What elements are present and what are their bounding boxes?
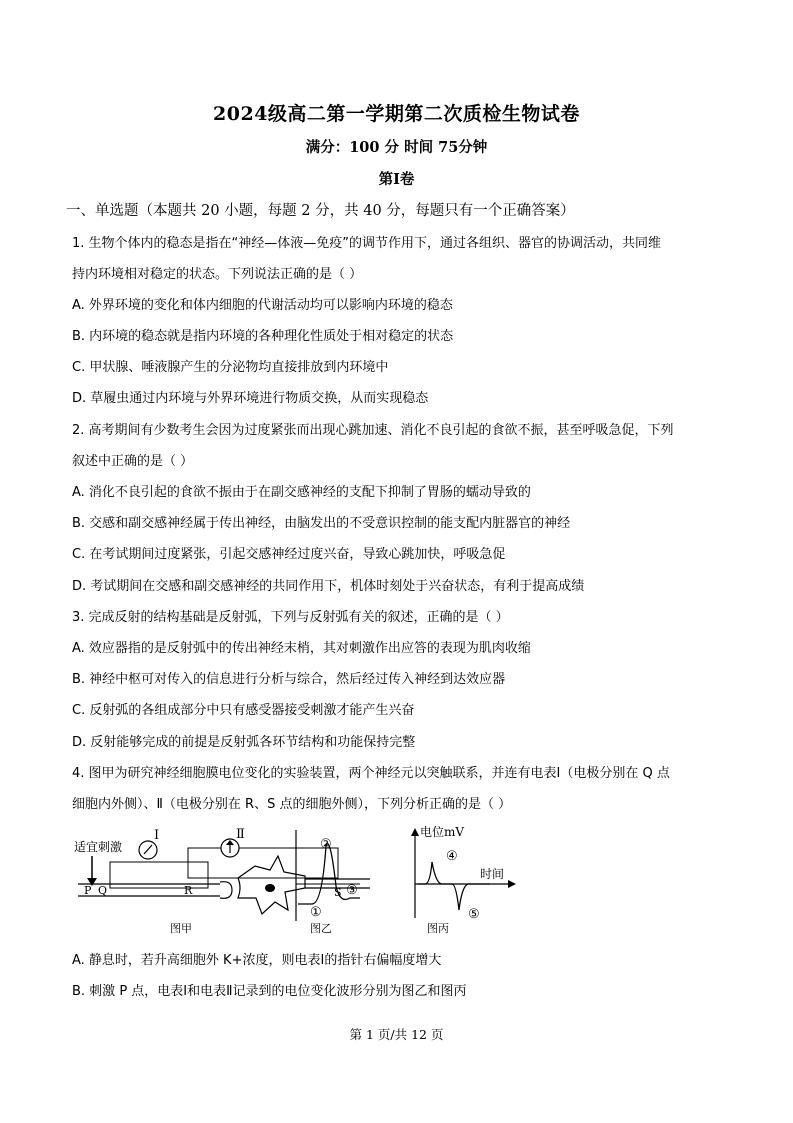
- point-q: Q: [98, 884, 108, 897]
- point-p: P: [84, 884, 92, 897]
- option-line: B. 神经中枢可对传入的信息进行分析与综合，然后经过传入神经到达效应器: [72, 672, 506, 687]
- option-line: B. 交感和副交感神经属于传出神经，由脑发出的不受意识控制的能支配内脏器官的神经: [72, 516, 571, 531]
- ylabel-c: 电位mV: [420, 826, 465, 839]
- mark-5: ⑤: [468, 907, 480, 922]
- option-line: C. 在考试期间过度紧张，引起交感神经过度兴奋，导致心跳加快，呼吸急促: [72, 547, 506, 562]
- text-line: 2. 高考期间有少数考生会因为过度紧张而出现心跳加速、消化不良引起的食欲不振，甚至呼吸急促，下列: [72, 423, 674, 438]
- synapse-terminal: [220, 882, 232, 899]
- option-line: A. 外界环境的变化和体内细胞的代谢活动均可以影响内环境的稳态: [72, 298, 453, 313]
- point-r: R: [184, 884, 193, 897]
- text-line: 持内环境相对稳定的状态。下列说法正确的是（ ）: [72, 267, 363, 282]
- section-heading: 一、单选题（本题共 20 小题，每题 2 分，共 40 分，每题只有一个正确答案）: [66, 203, 575, 219]
- xlabel-c: 时间: [480, 867, 505, 881]
- figure-c: [411, 826, 516, 935]
- option-line: C. 甲状腺、唾液腺产生的分泌物均直接排放到内环境中: [72, 360, 389, 375]
- neuron-experiment-figure: [70, 826, 530, 936]
- text-line: 3. 完成反射的结构基础是反射弧，下列与反射弧有关的叙述，正确的是（ ）: [72, 610, 509, 625]
- meter-2-label: Ⅱ: [236, 827, 245, 842]
- mark-3: ③: [346, 883, 358, 898]
- text-line: 1. 生物个体内的稳态是指在“神经—体液—免疫”的调节作用下，通过各组织、器官的协调活动，共同维: [72, 236, 662, 251]
- option-line: A. 静息时，若升高细胞外 K+浓度，则电表Ⅰ的指针右偏幅度增大: [72, 953, 442, 968]
- option-line: A. 效应器指的是反射弧中的传出神经末梢，其对刺激作出应答的表现为肌肉收缩: [72, 641, 531, 656]
- mark-1: ①: [310, 905, 322, 920]
- option-line: A. 消化不良引起的食欲不振由于在副交感神经的支配下抑制了胃肠的蠕动导致的: [72, 485, 531, 500]
- meter-2-wiring: [188, 848, 338, 878]
- option-line: C. 反射弧的各组成部分中只有感受器接受刺激才能产生兴奋: [72, 703, 415, 718]
- exam-subtitle: 满分：100 分 时间 75分钟: [305, 139, 488, 156]
- stimulus-label: 适宜刺激: [74, 840, 123, 854]
- option-line: D. 草履虫通过内环境与外界环境进行物质交换，从而实现稳态: [72, 391, 429, 406]
- caption-c: 图丙: [427, 922, 449, 935]
- option-line: B. 内环境的稳态就是指内环境的各种理化性质处于相对稳定的状态: [72, 329, 454, 344]
- page-footer: 第 1 页/共 12 页: [349, 1027, 444, 1042]
- nucleus: [265, 884, 275, 892]
- text-line: 4. 图甲为研究神经细胞膜电位变化的实验装置，两个神经元以突触联系，并连有电表Ⅰ（电极分别在 Q 点: [72, 766, 670, 781]
- mark-4: ④: [446, 849, 458, 864]
- caption-a: 图甲: [170, 922, 192, 935]
- meter-1-label: Ⅰ: [154, 828, 160, 843]
- text-line: 细胞内外侧）、Ⅱ（电极分别在 R、S 点的细胞外侧），下列分析正确的是（ ）: [72, 797, 512, 812]
- mark-2: ②: [320, 837, 332, 852]
- text-line: 叙述中正确的是（ ）: [72, 454, 194, 469]
- exam-title: 2024级高二第一学期第二次质检生物试卷: [213, 103, 580, 125]
- option-line: B. 刺激 P 点，电表Ⅰ和电表Ⅱ记录到的电位变化波形分别为图乙和图丙: [72, 984, 467, 999]
- caption-b: 图乙: [310, 922, 332, 935]
- option-line: D. 反射能够完成的前提是反射弧各环节结构和功能保持完整: [72, 735, 416, 750]
- option-line: D. 考试期间在交感和副交感神经的共同作用下，机体时刻处于兴奋状态，有利于提高成绩: [72, 579, 585, 594]
- part-heading: 第Ⅰ卷: [378, 171, 415, 188]
- point-s: S: [334, 886, 342, 899]
